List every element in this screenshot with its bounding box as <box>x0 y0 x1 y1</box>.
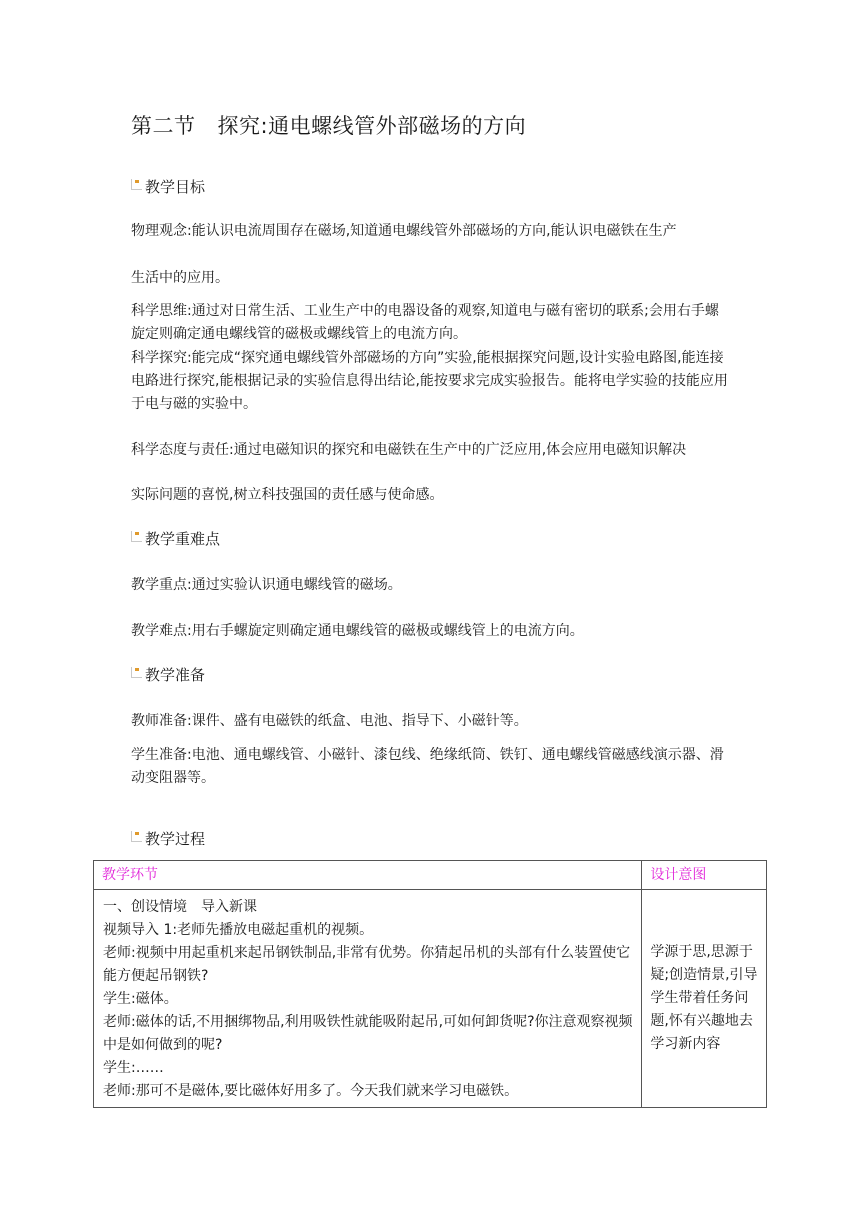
content-line: 老师:磁体的话,不用捆绑物品,利用吸铁性就能吸附起吊,可如何卸货呢?你注意观察视频中是如何做到的呢? <box>103 1014 633 1053</box>
section-marker-icon <box>131 531 142 542</box>
title-section: 第二节 <box>131 114 196 138</box>
content-line: 老师:那可不是磁体,要比磁体好用多了。今天我们就来学习电磁铁。 <box>103 1083 519 1099</box>
section-marker-icon <box>131 831 142 842</box>
objective-physics-line1: 物理观念:能认识电流周围存在磁场,知道通电螺线管外部磁场的方向,能认识电磁铁在生产 <box>131 223 677 239</box>
section-heading-preparation: 教学准备 <box>131 664 205 685</box>
section-heading-objectives: 教学目标 <box>131 176 205 197</box>
title-topic: 探究:通电螺线管外部磁场的方向 <box>217 114 527 138</box>
objective-inquiry: 科学探究:能完成“探究通电螺线管外部磁场的方向”实验,能根据探究问题,设计实验电路图,能连接电路进行探究,能根据记录的实验信息得出结论,能按要求完成实验报告。能将电学实验的技能应用于电与磁的实验中。 <box>131 350 728 412</box>
design-intent-cell: 学源于思,思源于疑;创造情景,引导学生带着任务问题,怀有兴趣地去学习新内容 <box>642 890 767 1108</box>
content-line: 学生:…… <box>103 1060 164 1076</box>
content-line: 视频导入 1:老师先播放电磁起重机的视频。 <box>103 922 374 938</box>
content-line: 一、创设情境 导入新课 <box>103 899 257 915</box>
key-point-focus: 教学重点:通过实验认识通电螺线管的磁场。 <box>131 577 402 593</box>
teaching-process-table <box>93 860 767 1108</box>
header-stage: 教学环节 <box>94 861 642 890</box>
key-point-difficulty: 教学难点:用右手螺旋定则确定通电螺线管的磁极或螺线管上的电流方向。 <box>131 623 584 639</box>
section-heading-process: 教学过程 <box>131 828 205 849</box>
section-marker-icon <box>131 179 142 190</box>
objective-physics-line2: 生活中的应用。 <box>131 270 229 286</box>
preparation-student: 学生准备:电池、通电螺线管、小磁针、漆包线、绝缘纸筒、铁钉、通电螺线管磁感线演示器、滑动变阻器等。 <box>131 747 724 786</box>
objective-thinking: 科学思维:通过对日常生活、工业生产中的电器设备的观察,知道电与磁有密切的联系;会用右手螺旋定则确定通电螺线管的磁极或螺线管上的电流方向。 <box>131 303 719 342</box>
stage-content-cell <box>94 890 642 1108</box>
content-line: 学生:磁体。 <box>103 991 178 1007</box>
table-row <box>94 890 767 1108</box>
content-line: 老师:视频中用起重机来起吊钢铁制品,非常有优势。你猜起吊机的头部有什么装置使它能方便起吊钢铁? <box>103 945 631 984</box>
page-title <box>131 110 526 140</box>
table-header-row <box>94 861 767 890</box>
section-marker-icon <box>131 667 142 678</box>
objective-attitude-line1: 科学态度与责任:通过电磁知识的探究和电磁铁在生产中的广泛应用,体会应用电磁知识解决 <box>131 442 687 458</box>
section-heading-key-points: 教学重难点 <box>131 528 220 549</box>
preparation-teacher: 教师准备:课件、盛有电磁铁的纸盒、电池、指导下、小磁针等。 <box>131 713 528 729</box>
objective-attitude-line2: 实际问题的喜悦,树立科技强国的责任感与使命感。 <box>131 487 444 503</box>
header-intent: 设计意图 <box>642 861 767 890</box>
